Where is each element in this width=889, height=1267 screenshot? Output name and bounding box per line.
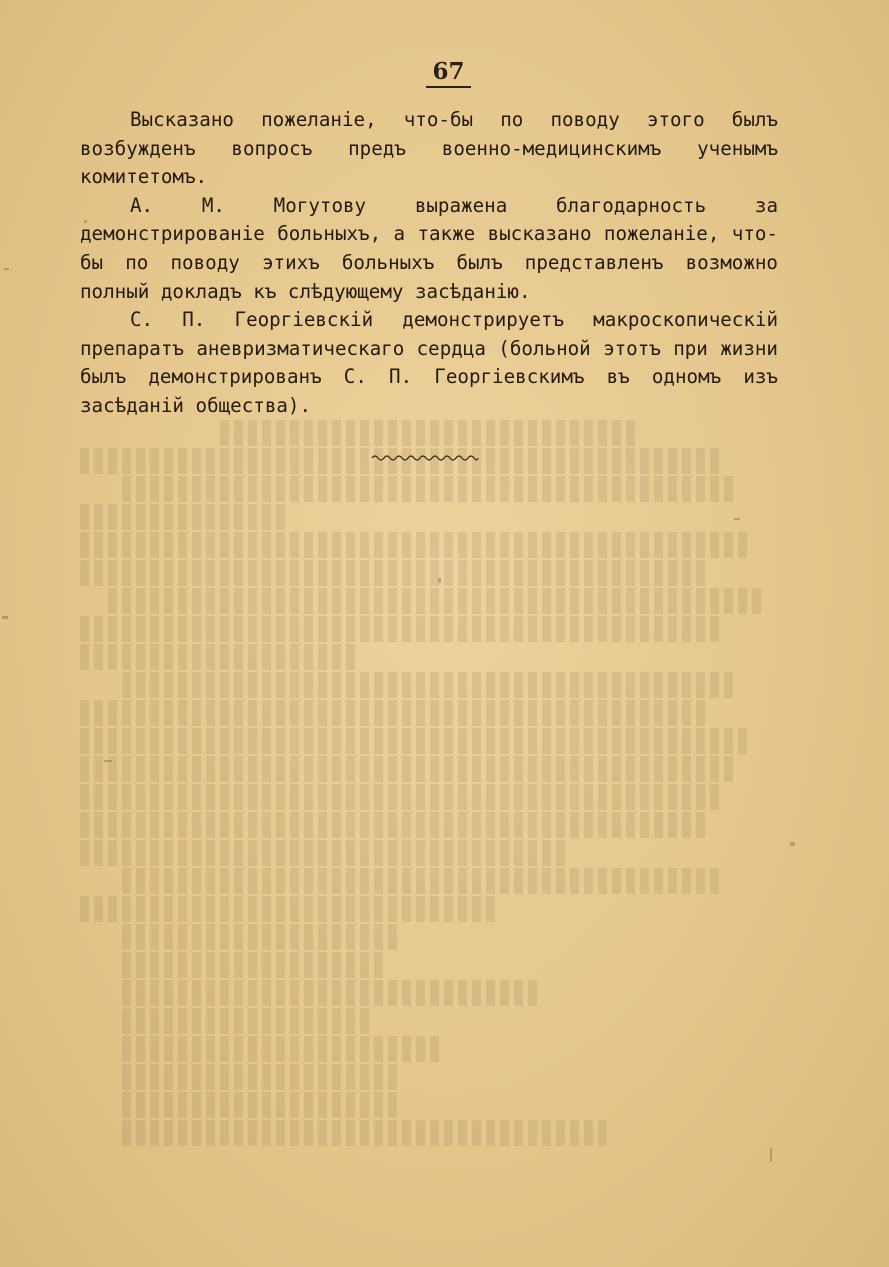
paper-speck (438, 578, 441, 583)
page-number-value: 67 (426, 60, 470, 88)
paragraph-georgievsky: С. П. Георгіевскій демонстрируетъ макроскопическій препаратъ аневризматическаго сердца (больной этотъ при жизни былъ демонстрированъ С. П. Георгіевскимъ въ одномъ изъ засѣданій общества). (80, 308, 778, 417)
bleed-through-text (80, 420, 780, 1150)
section-divider (370, 452, 480, 464)
paper-speck (734, 518, 740, 520)
paper-speck (84, 220, 87, 223)
paper-speck (2, 616, 8, 619)
page-number (0, 58, 889, 88)
paper-speck (790, 842, 795, 846)
paper-speck (4, 268, 9, 270)
paragraph-mogutov: А. М. Могутову выражена благодарность за демонстрированіе больныхъ, а также высказано пожеланіе, что-бы по поводу этихъ больныхъ былъ представленъ возможно полный докладъ къ слѣдующему засѣданію. (80, 193, 778, 303)
paper-speck (770, 1148, 772, 1162)
wavy-rule (372, 456, 478, 460)
paper-speck (104, 760, 112, 762)
body-text (80, 106, 778, 421)
paragraph-proposal: Высказано пожеланіе, что-бы по поводу этого былъ возбужденъ вопросъ предъ военно-медицинскимъ ученымъ комитетомъ. (80, 108, 778, 189)
